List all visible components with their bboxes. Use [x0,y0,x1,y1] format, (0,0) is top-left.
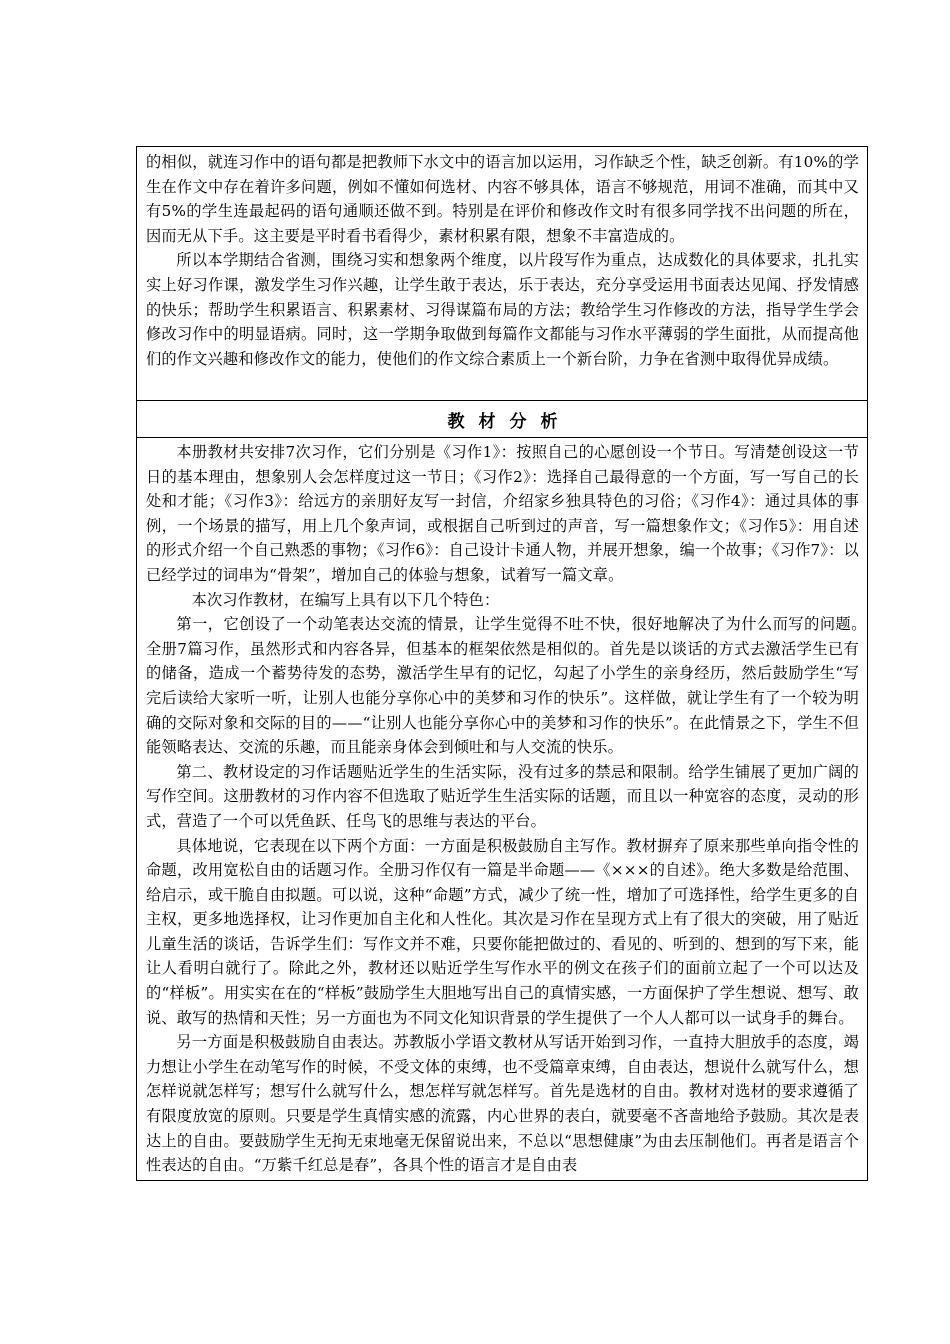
textbook-paragraph-5: 具体地说，它表现在以下两个方面：一方面是积极鼓励自主写作。教材摒弃了原来那些单向指令性的命题，改用宽松自由的话题习作。全册习作仅有一篇是半命题——《×××的自述》。绝大多数是给范围、给启示，或干脆自由拟题。可以说，这种“命题”方式，减少了统一性，增加了可选择性，给学生更多的自主权，更多地选择权，让习作更加自主化和人性化。其次是习作在呈现方式上有了很大的突破，用了贴近儿童生活的谈话，告诉学生们：写作文并不难，只要你能把做过的、看见的、听到的、想到的写下来，能让人看明白就行了。除此之外，教材还以贴近学生写作水平的例文在孩子们的面前立起了一个可以达及的“样板”。用实实在在的“样板”鼓励学生大胆地写出自己的真情实感，一方面保护了学生想说、想写、敢说、敢写的热情和天性；另一方面也为不同文化知识背景的学生提供了一个人人都可以一试身手的舞台。 [146,836,859,1027]
section-heading: 教材分析 [447,411,572,432]
textbook-paragraph-3: 第一，它创设了一个动笔表达交流的情景，让学生觉得不吐不快，很好地解决了为什么而写的问题。 全册7篇习作，虽然形式和内容各异，但基本的框架依然是相似的。首先是以谈话的方式去激活学生已有的储备，造成一个蓄势待发的态势，激活学生早有的记忆，勾起了小学生的亲身经历，然后鼓励学生“写完后读给大家听一听，让别人也能分享你心中的美梦和习作的快乐”。这样做，就让学生有了一个较为明确的交际对象和交际的目的——“让别人也能分享你心中的美梦和习作的快乐”。在此情景之下，学生不但能领略表达、交流的乐趣，而且能亲身体会到倾吐和与人交流的快乐。 [146,615,875,757]
textbook-paragraph-4: 第二、教材设定的习作话题贴近学生的生活实际，没有过多的禁忌和限制。给学生铺展了更加广阔的写作空间。这册教材的习作内容不但选取了贴近学生生活实际的话题，而且以一种宽容的态度，灵动的形式，营造了一个可以凭鱼跃、任鸟飞的思维与表达的平台。 [146,762,859,830]
textbook-paragraph-2: 本次习作教材，在编写上具有以下几个特色： [191,590,500,609]
section-heading-cell [137,401,867,437]
analysis-paragraph-1: 的相似，就连习作中的语句都是把教师下水文中的语言加以运用，习作缺乏个性，缺乏创新。有10%的学生在作文中存在着许多问题，例如不懂如何选材、内容不够具体，语言不够规范，用词不准确，而其中又有5%的学生连最起码的语句通顺还做不到。特别是在评价和修改作文时有很多同学找不出问题的所在，因而无从下手。这主要是平时看书看得少，素材积累有限，想象不丰富造成的。 [146,153,859,245]
plan-table [136,146,875,1181]
textbook-paragraph-6: 另一方面是积极鼓励自由表达。苏教版小学语文教材从写话开始到习作，一直持大胆放手的态度，竭力想让小学生在动笔写作的时候，不受文体的束缚，也不受篇章束缚，自由表达，想说什么就写什么，想怎样说就怎样写；想写什么就写什么，想怎样写就怎样写。首先是选材的自由。教材对选材的要求遵循了有限度放宽的原则。只要是学生真情实感的流露，内心世界的表白，就要毫不吝啬地给予鼓励。其次是表达上的自由。要鼓励学生无拘无束地毫无保留说出来，不总以“思想健康”为由去压制他们。再者是语言个性表达的自由。“万紫千红总是春”，各具个性的语言才是自由表 [146,1033,859,1175]
textbook-paragraph-1: 本册教材共安排7次习作，它们分别是《习作1》：按照自己的心愿创设一个节日。写清楚创设这一节日的基本理由，想象别人会怎样度过这一节日；《习作2》：选择自己最得意的一个方面，写一写自己的长处和才能；《习作3》：给远方的亲朋好友写一封信，介绍家乡独具特色的习俗；《习作4》：通过具体的事例，一个场景的描写，用上几个象声词，或根据自己听到过的声音，写一篇想象作文；《习作5》：用自述的形式介绍一个自己熟悉的事物；《习作6》：自己设计卡通人物，并展开想象，编一个故事；《习作7》：以已经学过的词串为“骨架”，增加自己的体验与想象，试着写一篇文章。 [146,443,859,584]
situation-analysis-cell [137,147,867,400]
analysis-paragraph-2: 所以本学期结合省测，围绕习实和想象两个维度，以片段写作为重点，达成数化的具体要求，扎扎实实上好习作课，激发学生习作兴趣，让学生敢于表达，乐于表达，充分享受运用书面表达见闻、抒发情感的快乐；帮助学生积累语言、积累素材、习得谋篇布局的方法；教给学生习作修改的方法，指导学生学会修改习作中的明显语病。同时，这一学期争取做到每篇作文都能与习作水平薄弱的学生面批，从而提高他们的作文兴趣和修改作文的能力，使他们的作文综合素质上一个新台阶，力争在省测中取得优异成绩。 [146,251,859,368]
textbook-analysis-cell [137,438,875,1180]
